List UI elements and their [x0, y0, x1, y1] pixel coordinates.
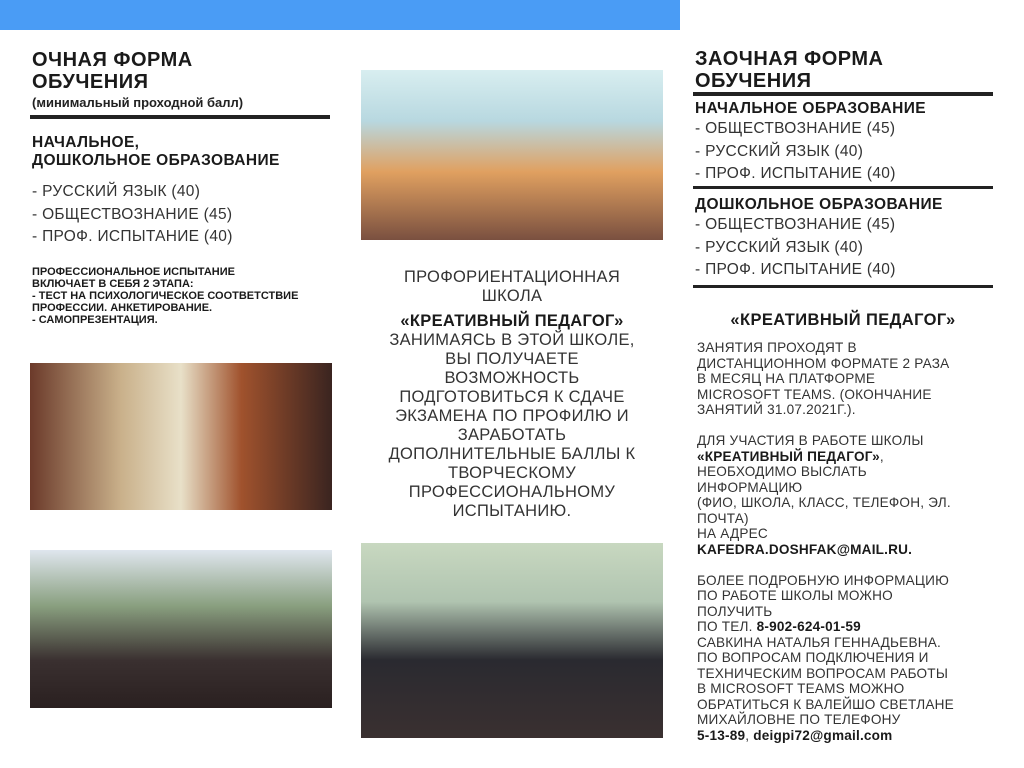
school-name: «КРЕАТИВНЫЙ ПЕДАГОГ» [400, 312, 624, 330]
list-item: - ПРОФ. ИСПЫТАНИЕ (40) [32, 228, 233, 245]
photo-crowd-raising-hands [30, 550, 332, 708]
right-title: ЗАОЧНАЯ ФОРМА ОБУЧЕНИЯ [695, 48, 884, 92]
phone-number: 5-13-89 [697, 727, 746, 743]
section-heading: ДОШКОЛЬНОЕ ОБРАЗОВАНИЕ [695, 196, 943, 213]
email-link[interactable]: KAFEDRA.DOSHFAK@MAIL.RU. [697, 541, 913, 557]
divider [693, 285, 993, 288]
right-info-text: ЗАНЯТИЯ ПРОХОДЯТ В ДИСТАНЦИОННОМ ФОРМАТЕ 2 РАЗА В МЕСЯЦ НА ПЛАТФОРМЕ MICROSOFT TEAMS. (ОКОНЧАНИЕ ЗАНЯТИЙ 31.07.2021Г.). ДЛЯ УЧАСТИЯ В РАБОТЕ ШКОЛЫ «КРЕАТИВНЫЙ ПЕДАГОГ», НЕОБХОДИМО ВЫСЛАТЬ ИНФОРМАЦИЮ (ФИО, ШКОЛА, КЛАСС, ТЕЛЕФОН, ЭЛ. ПОЧТА) НА АДРЕС KAFEDRA.DOSHFAK@MAIL.RU. БОЛЕЕ ПОДРОБНУЮ ИНФОРМАЦИЮ ПО РАБОТЕ ШКОЛЫ МОЖНО ПОЛУЧИТЬ ПО ТЕЛ. 8-902-624-01-59 САВКИНА НАТАЛЬЯ ГЕННАДЬЕВНА. ПО ВОПРОСАМ ПОДКЛЮЧЕНИЯ И ТЕХНИЧЕСКИМ ВОПРОСАМ РАБОТЫ В MICROSOFT TEAMS МОЖНО ОБРАТИТЬСЯ К ВАЛЕЙШО СВЕТЛАНЕ МИХАЙЛОВНЕ ПО ТЕЛЕФОНУ 5-13-89, deigpi72@gmail.com [697, 340, 954, 743]
list-item: - РУССКИЙ ЯЗЫК (40) [32, 183, 201, 200]
list-item: - РУССКИЙ ЯЗЫК (40) [695, 238, 864, 256]
list-item: - ОБЩЕСТВОЗНАНИЕ (45) [32, 205, 233, 223]
list-item: - ПРОФ. ИСПЫТАНИЕ (40) [695, 261, 896, 278]
list-item: - РУССКИЙ ЯЗЫК (40) [695, 142, 864, 160]
left-column [32, 49, 332, 111]
right-section-primary [695, 100, 926, 186]
top-accent-bar [0, 0, 680, 30]
left-subtitle: (минимальный проходной балл) [32, 95, 244, 110]
right-school-name: «КРЕАТИВНЫЙ ПЕДАГОГ» [730, 311, 956, 329]
divider [693, 92, 993, 96]
photo-children-classroom [361, 70, 663, 240]
middle-text: ПРОФОРИЕНТАЦИОННАЯ ШКОЛА «КРЕАТИВНЫЙ ПЕДАГОГ» ЗАНИМАЯСЬ В ЭТОЙ ШКОЛЕ, ВЫ ПОЛУЧАЕТЕ ВОЗМОЖНОСТЬ ПОДГОТОВИТЬСЯ К СДАЧЕ ЭКЗАМЕНА ПО ПРОФИЛЮ И ЗАРАБОТАТЬ ДОПОЛНИТЕЛЬНЫЕ БАЛЛЫ К ТВОРЧЕСКОМУ ПРОФЕССИОНАЛЬНОМУ ИСПЫТАНИЮ. [388, 268, 636, 520]
left-subject-list [32, 181, 233, 249]
right-section-preschool [695, 196, 943, 282]
phone-number: 8-902-624-01-59 [756, 619, 861, 634]
list-item: - ОБЩЕСТВОЗНАНИЕ (45) [695, 216, 896, 233]
photo-group-with-certificates [361, 543, 663, 738]
list-item: - ПРОФ. ИСПЫТАНИЕ (40) [695, 165, 896, 182]
divider [30, 115, 330, 119]
left-title: ОЧНАЯ ФОРМА ОБУЧЕНИЯ [32, 49, 193, 93]
section-heading: НАЧАЛЬНОЕ ОБРАЗОВАНИЕ [695, 100, 927, 117]
email-link[interactable]: deigpi72@gmail.com [753, 727, 893, 743]
left-heading: НАЧАЛЬНОЕ, ДОШКОЛЬНОЕ ОБРАЗОВАНИЕ [32, 134, 280, 169]
divider [693, 186, 993, 189]
left-note: ПРОФЕССИОНАЛЬНОЕ ИСПЫТАНИЕ ВКЛЮЧАЕТ В СЕБЯ 2 ЭТАПА: - ТЕСТ НА ПСИХОЛОГИЧЕСКОЕ СООТВЕТСТВИЕ ПРОФЕССИИ. АНКЕТИРОВАНИЕ. - САМОПРЕЗЕНТАЦИЯ. [32, 266, 299, 326]
photo-students-with-books [30, 363, 332, 510]
list-item: - ОБЩЕСТВОЗНАНИЕ (45) [695, 120, 896, 137]
